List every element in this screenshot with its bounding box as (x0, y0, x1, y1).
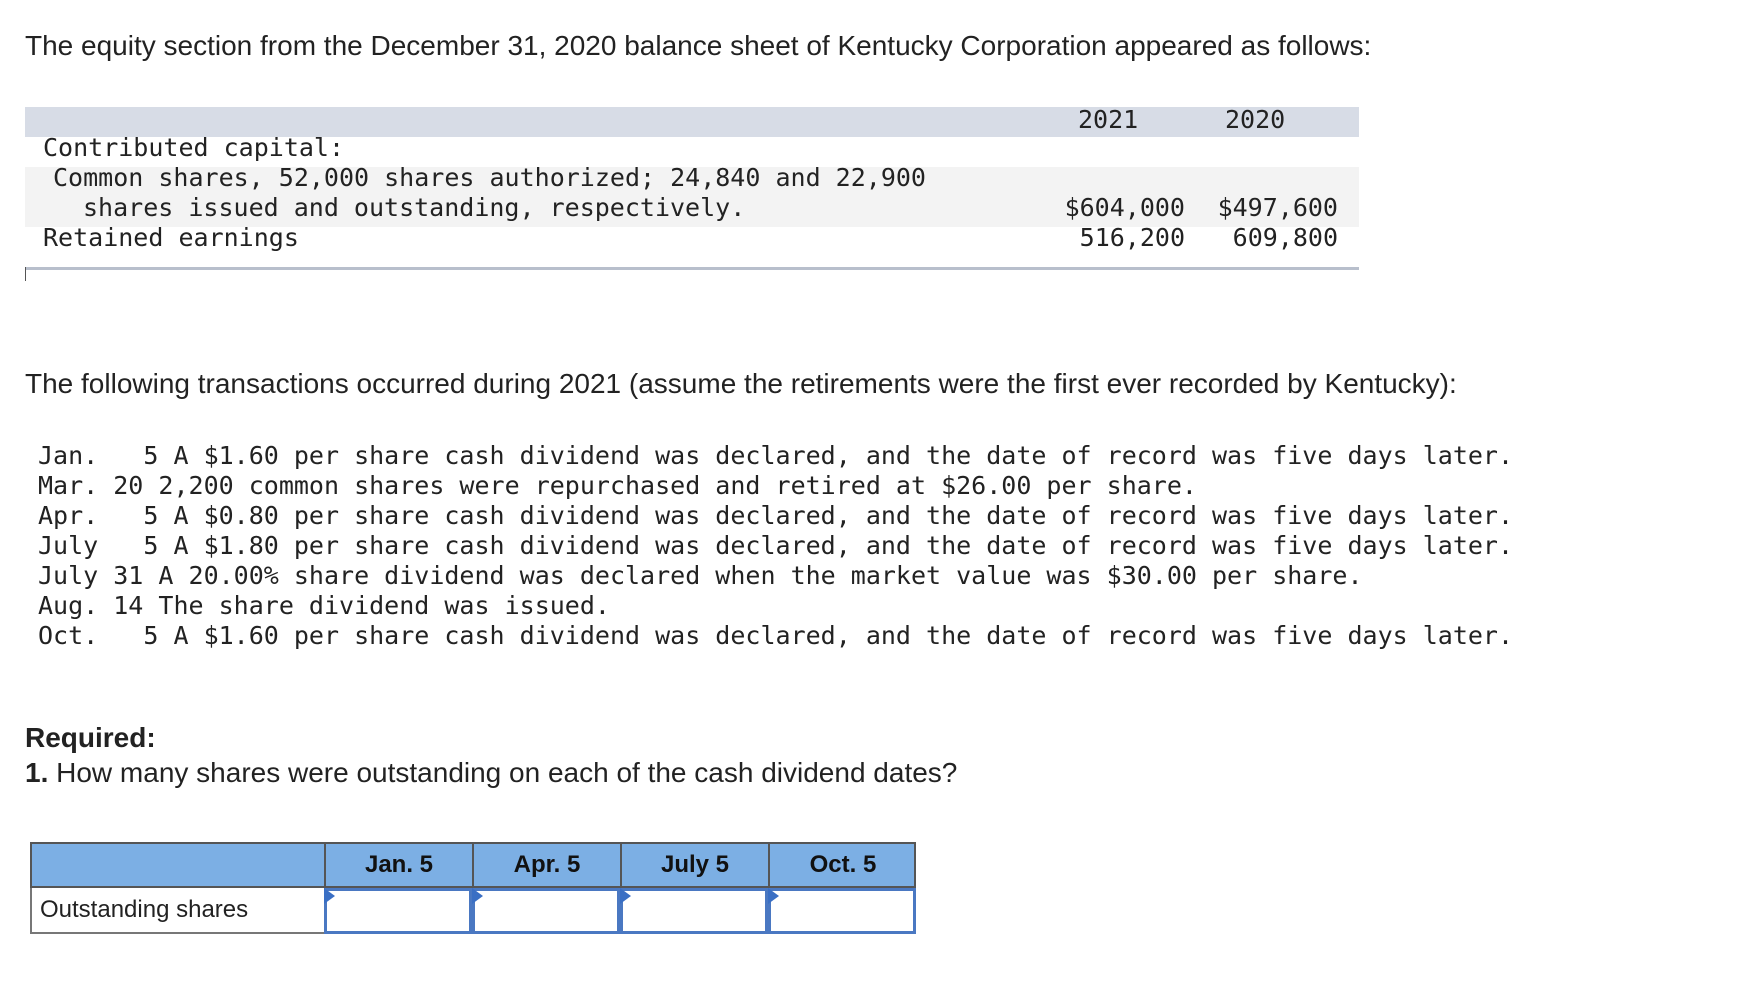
required-heading: Required: (25, 722, 156, 753)
retained-earnings-label: Retained earnings (43, 223, 299, 252)
retained-2021-value: 516,200 (1079, 223, 1185, 252)
question-number: 1. (25, 757, 49, 788)
input-marker-icon (324, 888, 335, 904)
input-marker-icon (768, 888, 779, 904)
retained-2020-value: 609,800 (1232, 223, 1338, 252)
required-question (25, 757, 957, 789)
transaction-line: Oct. 5 A $1.60 per share cash dividend was declared, and the date of record was five days later. (38, 621, 1514, 650)
common-shares-label: Common shares, 52,000 shares authorized; 24,840 and 22,900 (53, 163, 926, 192)
transaction-line: Apr. 5 A $0.80 per share cash dividend was declared, and the date of record was five days later. (38, 501, 1514, 530)
jan-5-shares-input[interactable] (324, 888, 472, 934)
input-marker-icon (472, 888, 483, 904)
col-2021-header: 2021 (1078, 105, 1139, 134)
header-july-5: July 5 (620, 842, 768, 888)
input-marker-icon (620, 888, 631, 904)
equity-table-tick (25, 267, 26, 281)
apr-5-shares-input[interactable] (472, 888, 620, 934)
july-5-shares-input[interactable] (620, 888, 768, 934)
intro-text: The equity section from the December 31, 2020 balance sheet of Kentucky Corporation appeared as follows: (25, 30, 1372, 61)
oct-5-shares-input[interactable] (768, 888, 916, 934)
common-2021-value: $604,000 (1064, 193, 1185, 222)
common-2020-value: $497,600 (1217, 193, 1338, 222)
equity-table-bottom-rule (25, 267, 1359, 270)
transaction-line: Mar. 20 2,200 common shares were repurchased and retired at $26.00 per share. (38, 471, 1197, 500)
header-apr-5: Apr. 5 (472, 842, 620, 888)
common-shares-label-cont: shares issued and outstanding, respectively. (83, 193, 746, 222)
question-text: How many shares were outstanding on each of the cash dividend dates? (48, 757, 958, 788)
header-oct-5: Oct. 5 (768, 842, 916, 888)
col-2020-header: 2020 (1225, 105, 1286, 134)
transactions-intro: The following transactions occurred during 2021 (assume the retirements were the first ever recorded by Kentucky): (25, 368, 1457, 399)
header-jan-5: Jan. 5 (324, 842, 472, 888)
transaction-line: July 31 A 20.00% share dividend was declared when the market value was $30.00 per share. (38, 561, 1363, 590)
transaction-line: Jan. 5 A $1.60 per share cash dividend was declared, and the date of record was five days later. (38, 441, 1514, 470)
transaction-line: Aug. 14 The share dividend was issued. (38, 591, 610, 620)
transaction-line: July 5 A $1.80 per share cash dividend was declared, and the date of record was five days later. (38, 531, 1514, 560)
row-label-outstanding-shares: Outstanding shares (30, 888, 326, 934)
transactions-list (38, 441, 1513, 651)
contributed-capital-label: Contributed capital: (43, 133, 345, 162)
